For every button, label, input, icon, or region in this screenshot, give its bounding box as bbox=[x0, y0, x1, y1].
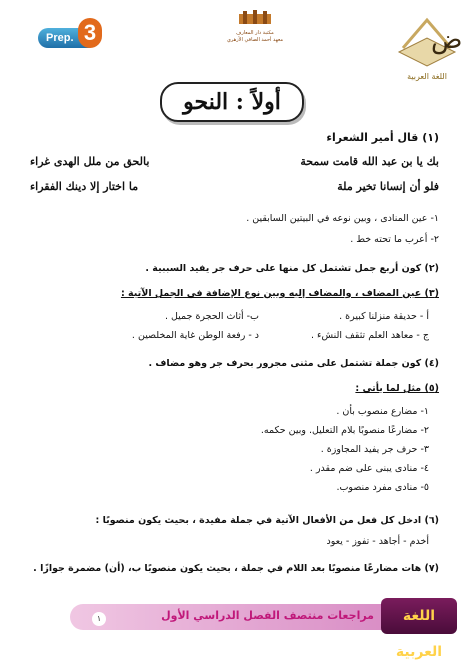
book-logo-icon bbox=[395, 8, 463, 72]
school-emblem-icon bbox=[235, 10, 275, 26]
verse2-left: ما اختار إلا دينك الفقراء bbox=[30, 180, 139, 193]
q1-task1: ١- عين المنادى ، وبين نوعه في البيتين السابقين . bbox=[246, 213, 439, 224]
q5-item: ٢- مضارعًا منصوبًا بلام التعليل. وبين حكمه. bbox=[260, 425, 429, 436]
svg-text:ض: ض bbox=[431, 25, 463, 55]
q3-option-d: د - رفعة الوطن غاية المخلصين . bbox=[131, 330, 259, 341]
q3-option-a: أ - حديقة منزلنا كبيرة . bbox=[339, 311, 429, 322]
q3-option-c: ج - معاهد العلم تثقف النشء . bbox=[311, 330, 429, 341]
q1-heading: (١) قال أمير الشعراء bbox=[326, 131, 439, 144]
q6-text: (٦) ادخل كل فعل من الأفعال الآتية في جملة مفيدة ، بحيث يكون منصوبًا : bbox=[95, 515, 439, 526]
verse1-left: بالحق من ملل الهدى غراء bbox=[30, 155, 150, 168]
school-logo bbox=[205, 10, 305, 46]
q3-option-b: ب- أثاث الحجرة جميل . bbox=[164, 311, 259, 322]
q6-verbs: أخدم - أجاهد - تفوز - يعود bbox=[326, 536, 429, 547]
grade-badge bbox=[30, 18, 108, 50]
logo-caption: اللغة العربية bbox=[407, 72, 447, 81]
q5-item: ١- مضارع منصوب بأن . bbox=[336, 406, 429, 417]
prep-label: Prep. bbox=[38, 28, 98, 48]
q5-heading: (٥) مثل لما يأتي : bbox=[355, 383, 439, 394]
verse2-right: فلو أن إنسانا تخير ملة bbox=[337, 180, 439, 193]
q2-text: (٢) كون أربع جمل تشتمل كل منها على حرف جر يفيد السببية . bbox=[145, 263, 439, 274]
grade-number: 3 bbox=[78, 18, 102, 48]
school-name-line1: مكتبة دار المعارف bbox=[236, 30, 274, 36]
section-title: أولاً : النحو bbox=[160, 82, 304, 122]
q7-text: (٧) هات مضارعًا منصوبًا بعد اللام في جملة ، بحيث يكون منصوبًا ب، (أن) مضمرة جوازًا . bbox=[33, 563, 439, 574]
page-number: ١ bbox=[92, 612, 106, 626]
footer-text: مراجعات منتصف الفصل الدراسي الأول bbox=[161, 609, 374, 622]
q4-text: (٤) كون جملة تشتمل على مثنى مجرور بحرف جر وهو مضاف . bbox=[148, 358, 439, 369]
arabic-language-logo bbox=[395, 8, 463, 86]
school-name-line2: معهد أحمد الصافي الأزهري bbox=[226, 37, 284, 43]
verse1-right: بك يا بن عبد الله قامت سمحة bbox=[300, 155, 439, 168]
q1-task2: ٢- أعرب ما تحته خط . bbox=[350, 234, 439, 245]
q5-item: ٣- حرف جر يفيد المجاوزة . bbox=[320, 444, 429, 455]
q5-item: ٤- منادى يبنى على ضم مقدر . bbox=[309, 463, 429, 474]
q5-item: ٥- منادى مفرد منصوب. bbox=[336, 482, 429, 493]
footer-logo: اللغة العربية bbox=[381, 598, 457, 634]
q3-heading: (٣) عين المضاف ، والمضاف إليه وبين نوع الإضافة في الجمل الآتية : bbox=[120, 288, 439, 299]
